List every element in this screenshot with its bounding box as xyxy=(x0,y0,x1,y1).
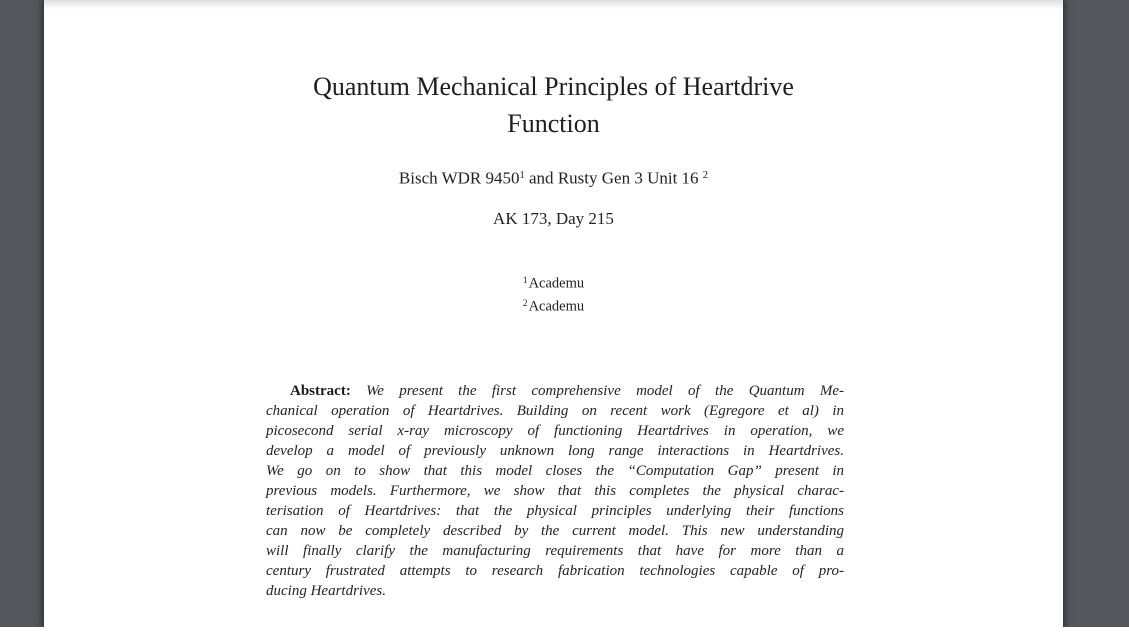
abstract-label: Abstract: xyxy=(290,382,351,399)
affiliation-item-1 xyxy=(523,271,584,294)
date-line: AK 173, Day 215 xyxy=(493,209,614,229)
abstract-line: ducing Heartdrives. xyxy=(266,582,386,599)
author-1-affiliation-marker: 1 xyxy=(519,170,525,181)
window-bottom-strip xyxy=(0,627,1129,635)
author-2-affiliation-marker: 2 xyxy=(702,170,709,181)
abstract-line: will finally clarify the manufacturing requirements that have for more than a xyxy=(266,542,844,559)
paper-title-line-2: Function xyxy=(507,109,600,138)
abstract-line: terisation of Heartdrives: that the physical principles underlying their functions xyxy=(266,502,844,519)
affiliation-2-name: Academu xyxy=(528,298,585,315)
abstract-line: can now be completely described by the current model. This new understanding xyxy=(266,522,844,539)
affiliations xyxy=(44,271,1063,316)
author-2-name: Rusty Gen 3 Unit 16 xyxy=(557,168,703,188)
page-top-shadow xyxy=(44,0,1063,9)
abstract-line: picosecond serial x-ray microscopy of functioning Heartdrives in operation, we xyxy=(266,422,844,439)
affiliation-1-name: Academu xyxy=(528,275,585,292)
affiliation-item-2 xyxy=(523,294,584,317)
abstract-line: previous models. Furthermore, we show that this completes the physical charac- xyxy=(266,482,844,499)
affiliations-list xyxy=(523,271,584,316)
affiliation-1-marker: 1 xyxy=(522,276,528,287)
paper-page xyxy=(44,0,1063,627)
abstract-line: century frustrated attempts to research fabrication technologies capable of pro- xyxy=(266,562,844,579)
author-1-name: Bisch WDR 9450 xyxy=(398,168,520,188)
abstract-line: We go on to show that this model closes the “Computation Gap” present in xyxy=(266,462,844,479)
abstract-block xyxy=(266,381,844,601)
abstract-first-line-text: We present the first comprehensive model of the Quantum Me- xyxy=(366,382,844,399)
abstract-line: develop a model of previously unknown long range interactions in Heartdrives. xyxy=(266,442,844,459)
paper-title-line-1: Quantum Mechanical Principles of Heartdrive xyxy=(313,72,794,101)
authors-separator: and xyxy=(524,168,558,188)
authors-line xyxy=(44,164,1063,190)
abstract-line xyxy=(266,381,844,401)
abstract-line: chanical operation of Heartdrives. Building on recent work (Egregore et al) in xyxy=(266,402,844,419)
paper-title xyxy=(44,68,1063,142)
affiliation-2-marker: 2 xyxy=(522,298,528,309)
